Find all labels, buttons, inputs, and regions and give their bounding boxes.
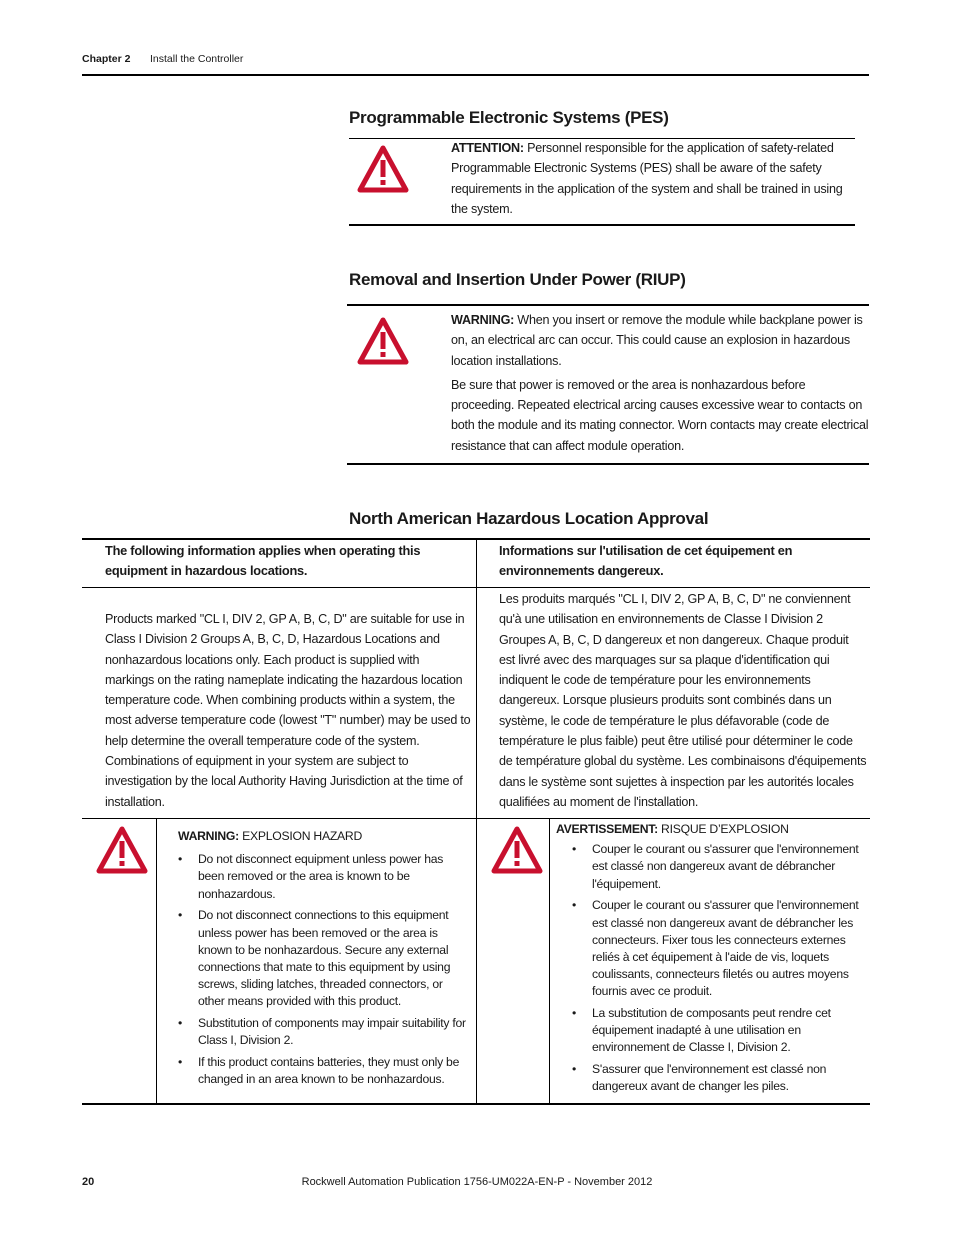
list-item: • If this product contains batteries, they must only be changed in an area known to be nonhazardous. xyxy=(178,1054,470,1088)
riup-heading: Removal and Insertion Under Power (RIUP) xyxy=(349,270,686,289)
warning-label: WARNING: xyxy=(451,313,515,327)
pes-bottom-rule xyxy=(349,224,855,226)
pes-attention-text xyxy=(451,138,851,219)
en-warning-title: EXPLOSION HAZARD xyxy=(238,829,363,843)
chapter-label: Chapter 2 xyxy=(82,53,131,65)
list-item: • Couper le courant ou s'assurer que l'environnement est classé non dangereux avant de débrancher l'équipement. xyxy=(572,841,866,893)
approval-header-french: Informations sur l'utilisation de cet équipement en environnements dangereux. xyxy=(499,543,793,578)
fr-warning-label: AVERTISSEMENT: xyxy=(556,822,658,836)
approval-body-french: Les produits marqués "CL I, DIV 2, GP A, B, C, D" ne conviennent qu'à une utilisation en environnements de Classe I Division 2 Groupes A, B, C, D dangereux et non dangereux. Chaque produit est livré avec des marquages sur sa plaque d'identification qui indiquent le code de température pour les environnements dangereux. Lorsque plusieurs produits sont combinés dans un système, le code de température le plus défavorable (code de température le plus faible) peut être utilisé pour déterminer le code de température global du système. Les combinaisons d'équipements dans le système sont sujettes à inspection par les autorités locales qualifiées au moment de l'installation. xyxy=(499,592,867,809)
warning-triangle-icon xyxy=(96,826,148,874)
fr-warning-title: RISQUE D’EXPLOSION xyxy=(657,822,789,836)
approval-header-english: The following information applies when operating this equipment in hazardous locations. xyxy=(105,543,421,578)
fr-warning-icon-divider xyxy=(549,819,550,1105)
publication-info: Rockwell Automation Publication 1756-UM022A-EN-P - November 2012 xyxy=(301,1176,653,1188)
pes-heading: Programmable Electronic Systems (PES) xyxy=(349,108,669,127)
list-item: • Do not disconnect equipment unless power has been removed or the area is known to be nonhazardous. xyxy=(178,851,470,903)
fr-warning-list xyxy=(556,841,866,1095)
riup-warning-text xyxy=(451,310,869,456)
attention-label: ATTENTION: xyxy=(451,141,524,155)
fr-explosion-warning xyxy=(556,821,866,1100)
chapter-title: Install the Controller xyxy=(150,53,244,65)
approval-table-center-divider xyxy=(476,540,477,1105)
list-item: • Do not disconnect connections to this equipment unless power has been removed or the area is known to be nonhazardous. Secure any external connections that mate to this equipment by using screws, sliding latches, threaded connectors, or other means provided with this product. xyxy=(178,907,470,1010)
approval-body-english: Products marked "CL I, DIV 2, GP A, B, C, D" are suitable for use in Class I Division 2 Groups A, B, C, D, Hazardous Locations and nonhazardous locations only. Each product is supplied with markings on the rating nameplate indicating the hazardous location temperature code. When combining products within a system, the most adverse temperature code (lowest "T" number) may be used to help determine the overall temperature code of the system. Combinations of equipment in your system are subject to investigation by the local Authority Having Jurisdiction at the time of installation. xyxy=(105,612,471,809)
list-item: • S'assurer que l'environnement est classé non dangereux avant de changer les piles. xyxy=(572,1061,866,1095)
approval-body-rule xyxy=(82,818,870,819)
warning-triangle-icon xyxy=(357,145,409,193)
en-warning-icon-divider xyxy=(156,819,157,1105)
pes-attention-body: Personnel responsible for the application of safety-related Programmable Electronic Systems (PES) shall be aware of the safety requirements in the application of the system and shall be trained in using the system. xyxy=(451,141,843,216)
warning-triangle-icon xyxy=(357,317,409,365)
list-item: • La substitution de composants peut rendre cet équipement inadapté à une utilisation en environnement de Classe I, Division 2. xyxy=(572,1005,866,1057)
warning-triangle-icon xyxy=(491,826,543,874)
en-explosion-warning xyxy=(178,828,470,1093)
list-item: • Substitution of components may impair suitability for Class I, Division 2. xyxy=(178,1015,470,1049)
approval-table-bottom-rule xyxy=(82,1103,870,1105)
en-warning-label: WARNING: xyxy=(178,829,239,843)
en-warning-list xyxy=(178,851,470,1088)
riup-bottom-rule xyxy=(347,463,869,465)
approval-heading: North American Hazardous Location Approval xyxy=(349,509,709,528)
page-number: 20 xyxy=(82,1176,95,1188)
riup-warning-paragraph-2: Be sure that power is removed or the area is nonhazardous before proceeding. Repeated electrical arcing causes excessive wear to contacts on both the module and its mating connector. Worn contacts may create electrical resistance that can affect module operation. xyxy=(451,377,869,453)
riup-warning-body: When you insert or remove the module while backplane power is on, an electrical arc can occur. This could cause an explosion in hazardous location installations. xyxy=(451,313,863,368)
riup-top-rule xyxy=(347,304,869,306)
list-item: • Couper le courant ou s'assurer que l'environnement est classé non dangereux avant de débrancher les connecteurs. Fixer tous les connecteurs externes reliés à cet équipement à l'aide de vis, loquets coulissants, connecteurs filetés ou autres moyens fournis avec ce produit. xyxy=(572,897,866,1000)
approval-header-rule xyxy=(82,587,870,588)
header-rule xyxy=(82,74,869,76)
